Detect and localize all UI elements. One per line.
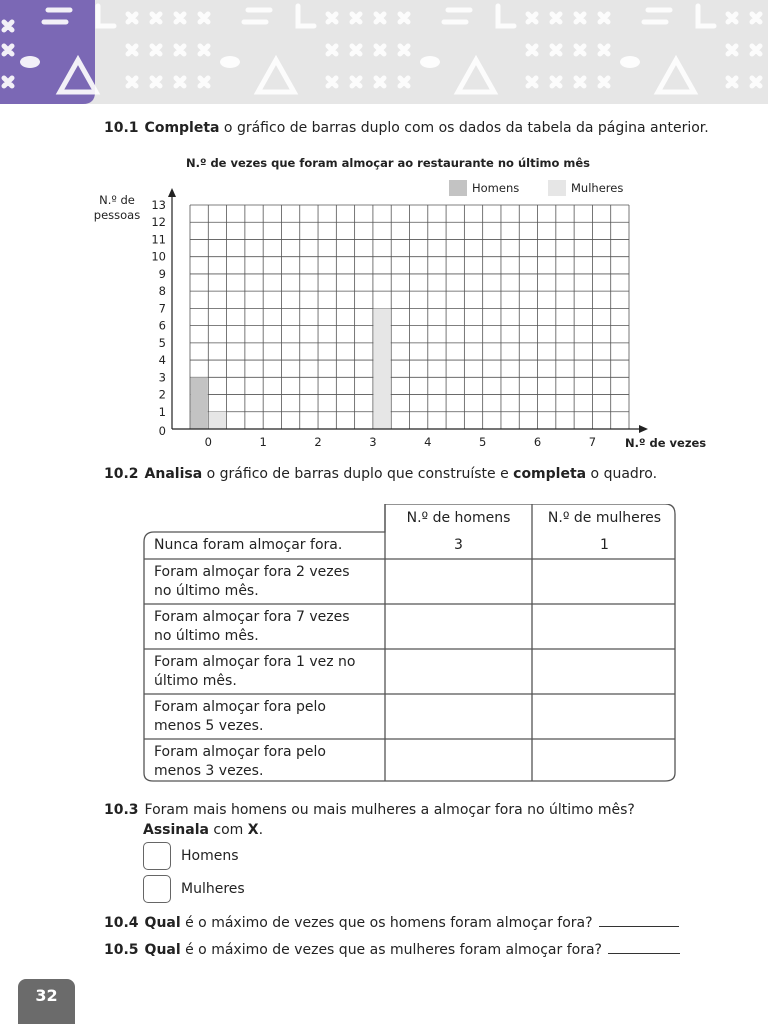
- x-axis-label: N.º de vezes: [625, 436, 707, 450]
- cell-men[interactable]: [385, 563, 532, 604]
- question-10-4: 10.4 Qual é o máximo de vezes que os homens foram almoçar fora?: [104, 912, 679, 933]
- page-number: 32: [18, 979, 75, 1024]
- y-tick-label: 11: [151, 232, 166, 247]
- y-tick-label: 8: [158, 284, 166, 299]
- legend-swatch-homens: [449, 180, 467, 196]
- cell-men[interactable]: [385, 743, 532, 781]
- answer-table: [143, 504, 677, 783]
- y-tick-label: 5: [158, 335, 166, 350]
- legend-swatch-mulheres: [548, 180, 566, 196]
- x-tick-label: 5: [479, 435, 487, 449]
- checkbox-homens[interactable]: [143, 842, 171, 870]
- answer-line-10-5[interactable]: [608, 939, 680, 954]
- question-10-3: 10.3 Foram mais homens ou mais mulheres a almoçar fora no último mês?: [104, 802, 635, 818]
- cell-men[interactable]: 3: [454, 537, 463, 553]
- bar-mulheres-0: [209, 412, 226, 429]
- row-label: Nunca foram almoçar fora.: [154, 537, 343, 553]
- cell-men[interactable]: [385, 698, 532, 739]
- y-tick-label: 2: [158, 387, 166, 402]
- header-women: N.º de mulheres: [547, 510, 662, 526]
- header-men: N.º de homens: [406, 510, 511, 526]
- checkbox-label-mulheres: Mulheres: [181, 881, 245, 897]
- x-tick-label: 1: [259, 435, 267, 449]
- y-tick-label: 6: [158, 318, 166, 333]
- cell-women[interactable]: [532, 698, 677, 739]
- row-label: Foram almoçar fora 2 vezes no último mês.: [154, 564, 350, 599]
- y-axis-label-line2: pessoas: [93, 208, 141, 222]
- header-banner: [0, 0, 768, 104]
- chart-legend: [449, 180, 623, 196]
- checkbox-mulheres[interactable]: [143, 875, 171, 903]
- question-10-2: 10.2 Analisa o gráfico de barras duplo que construíste e completa o quadro.: [104, 466, 658, 482]
- y-tick-labels: [151, 198, 166, 438]
- x-axis-arrow: [639, 425, 648, 433]
- y-tick-label: 0: [158, 424, 166, 438]
- row-label: Foram almoçar fora pelo menos 3 vezes.: [154, 744, 326, 779]
- legend-label-homens: Homens: [472, 181, 520, 195]
- row-label: Foram almoçar fora 7 vezes no último mês.: [154, 609, 350, 644]
- row-label: Foram almoçar fora pelo menos 5 vezes.: [154, 699, 326, 734]
- y-axis-arrow: [168, 188, 176, 197]
- y-axis-label-line1: N.º de: [99, 193, 135, 207]
- x-tick-label: 6: [533, 435, 542, 449]
- bar-homens-0: [191, 377, 208, 429]
- x-tick-label: 4: [424, 435, 432, 449]
- cell-men[interactable]: [385, 608, 532, 649]
- question-10-5: 10.5 Qual é o máximo de vezes que as mulheres foram almoçar fora?: [104, 939, 680, 960]
- answer-line-10-4[interactable]: [599, 912, 679, 927]
- chart-grid: [190, 205, 629, 429]
- x-tick-label: 7: [588, 435, 597, 449]
- bar-mulheres-3: [373, 308, 390, 429]
- y-tick-label: 9: [158, 266, 166, 281]
- y-tick-label: 7: [158, 301, 166, 316]
- chart-axes: [168, 188, 648, 433]
- y-tick-label: 10: [151, 249, 166, 264]
- cell-women[interactable]: [532, 653, 677, 694]
- legend-label-mulheres: Mulheres: [571, 181, 624, 195]
- question-10-1: 10.1 Completa o gráfico de barras duplo com os dados da tabela da página anterior.: [104, 120, 709, 136]
- y-tick-label: 12: [151, 215, 166, 230]
- x-tick-label: 3: [369, 435, 377, 449]
- cell-women[interactable]: [532, 608, 677, 649]
- chart-bars: [191, 308, 391, 429]
- y-tick-label: 4: [158, 353, 166, 368]
- double-bar-chart: [0, 150, 768, 460]
- row-label: Foram almoçar fora 1 vez no último mês.: [154, 654, 356, 689]
- y-tick-label: 1: [158, 404, 166, 419]
- y-tick-label: 3: [158, 370, 166, 385]
- x-tick-labels: [205, 435, 596, 449]
- checkbox-label-homens: Homens: [181, 848, 239, 864]
- chart-title: N.º de vezes que foram almoçar ao restaurante no último mês: [185, 156, 591, 170]
- cell-women[interactable]: [532, 563, 677, 604]
- cell-women[interactable]: [532, 743, 677, 781]
- cell-women[interactable]: 1: [600, 537, 609, 553]
- question-10-3-instruction: Assinala com X.: [143, 822, 264, 838]
- cell-men[interactable]: [385, 653, 532, 694]
- x-tick-label: 0: [204, 435, 212, 449]
- y-tick-label: 13: [151, 198, 166, 212]
- x-tick-label: 2: [314, 435, 322, 449]
